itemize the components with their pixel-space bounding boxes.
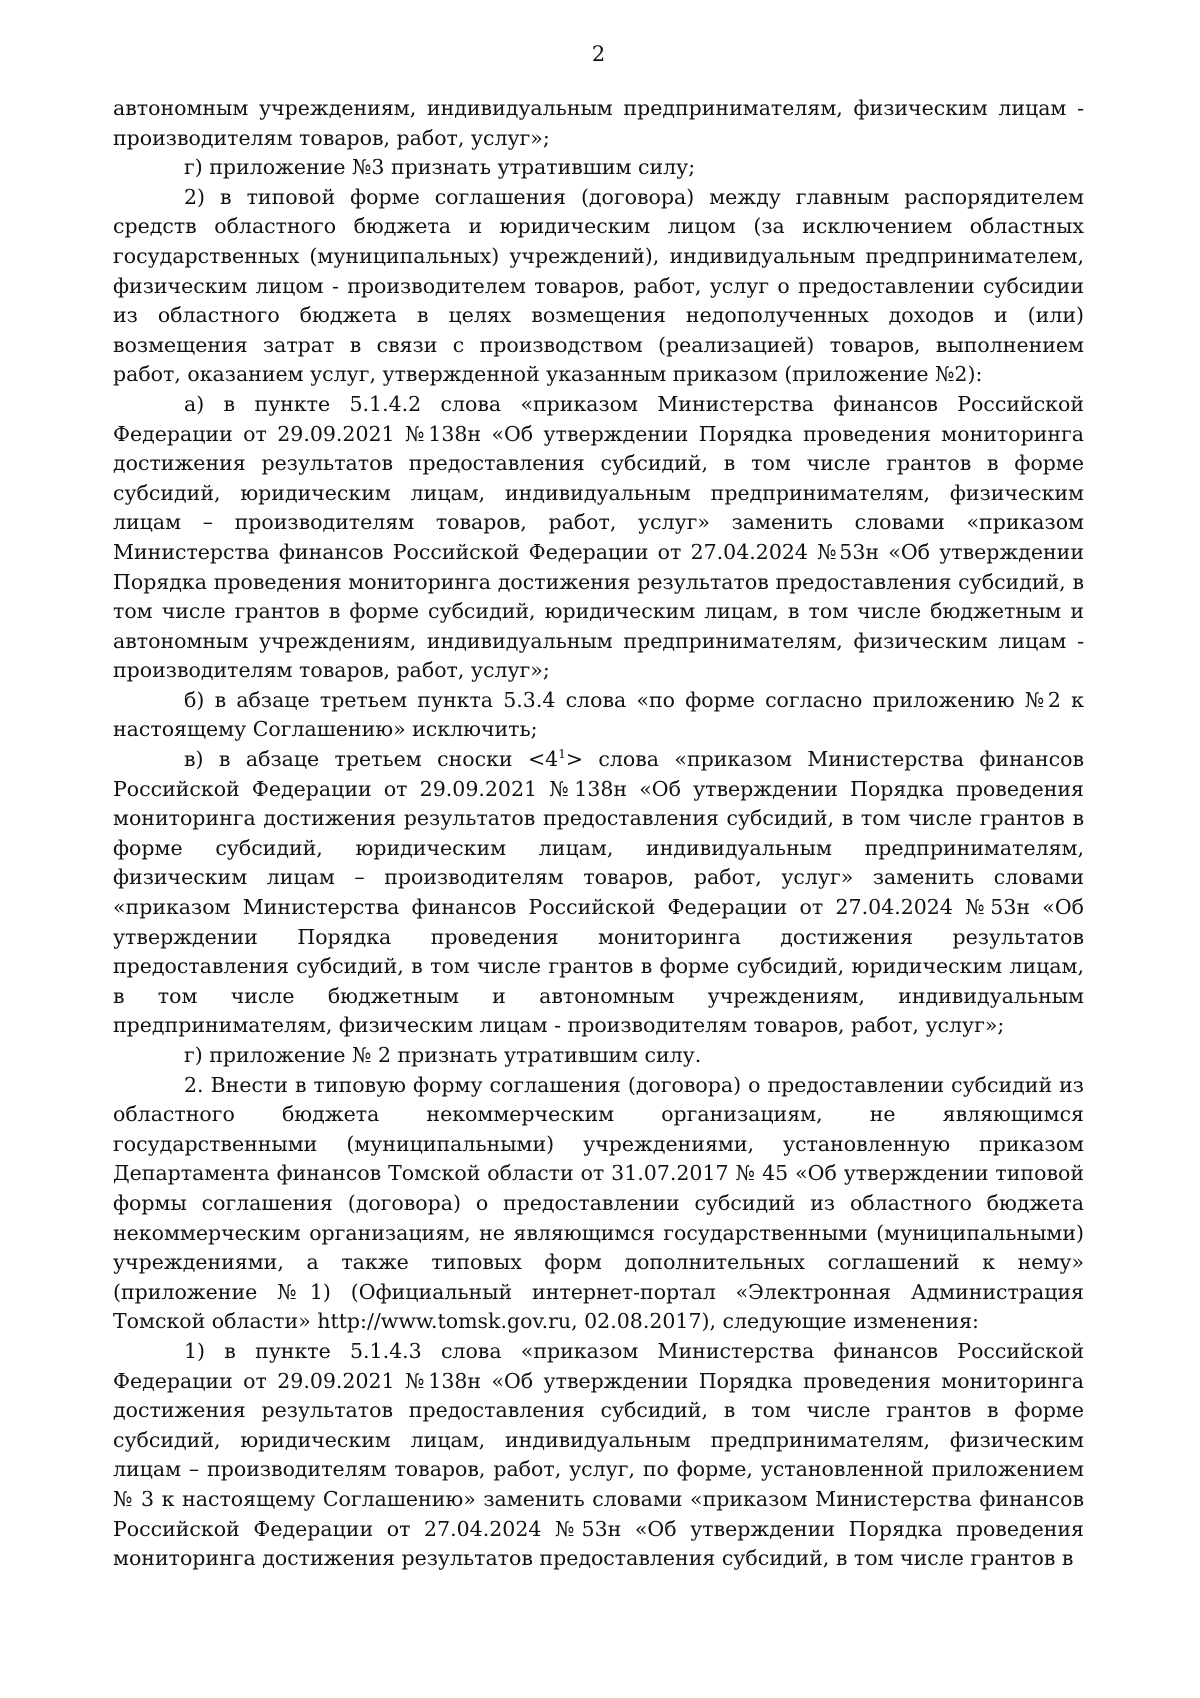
paragraph-item-g-appendix-3: г) приложение №3 признать утратившим силу;	[184, 155, 696, 180]
footnote-text-before: в) в абзаце третьем сноски <4	[184, 747, 559, 772]
paragraph-section-2-amendments: 2. Внести в типовую форму соглашения (договора) о предоставлении субсидий из областного бюджета некоммерческим организациям, не являющимся государственными (муниципальными) учреждениями, установленную приказом Департамента финансов Томской области от 31.07.2017 № 45 «Об утверждении типовой формы соглашения (договора) о предоставлении субсидий из областного бюджета некоммерческим организациям, не являющимся государственными (муниципальными) учреждениями, а также типовых форм дополнительных соглашений к нему» (приложение №1) (Официальный интернет-портал «Электронная Администрация Томской области» http://www.tomsk.gov.ru, 02.08.2017), следующие изменения:	[113, 1072, 1084, 1334]
footnote-superscript: 1	[558, 747, 566, 762]
paragraph-item-g-appendix-2: г) приложение № 2 признать утратившим силу.	[184, 1043, 702, 1067]
paragraph-item-a-point-5142: а) в пункте 5.1.4.2 слова «приказом Министерства финансов Российской Федерации от 29.09.2021 №138н «Об утверждении Порядка проведения мониторинга достижения результатов предоставления субсидий, в том числе грантов в форме субсидий, юридическим лицам, индивидуальным предпринимателям, физическим лицам – производителям товаров, работ, услуг» заменить словами «приказом Министерства финансов Российской Федерации от 27.04.2024 №53н «Об утверждении Порядка проведения мониторинга достижения результатов предоставления субсидий, в том числе грантов в форме субсидий, юридическим лицам, в том числе бюджетным и автономным учреждениям, индивидуальным предпринимателям, физическим лицам - производителям товаров, работ, услуг»;	[113, 391, 1084, 683]
paragraph-item-1-point-5143: 1) в пункте 5.1.4.3 слова «приказом Министерства финансов Российской Федерации от 29.09.2021 №138н «Об утверждении Порядка проведения мониторинга достижения результатов предоставления субсидий, в том числе грантов в форме субсидий, юридическим лицам, индивидуальным предпринимателям, физическим лицам – производителям товаров, работ, услуг, по форме, установленной приложением № 3 к настоящему Соглашению» заменить словами «приказом Министерства финансов Российской Федерации от 27.04.2024 №53н «Об утверждении Порядка проведения мониторинга достижения результатов предоставления субсидий, в том числе грантов в	[113, 1338, 1084, 1571]
footnote-text-after: > слова «приказом Министерства финансов Российской Федерации от 29.09.2021 №138н «Об утверждении Порядка проведения мониторинга достижения результатов предоставления субсидий, в том числе грантов в форме субсидий, юридическим лицам, индивидуальным предпринимателям, физическим лицам – производителям товаров, работ, услуг» заменить словами «приказом Министерства финансов Российской Федерации от 27.04.2024 №53н «Об утверждении Порядка проведения мониторинга достижения результатов предоставления субсидий, в том числе грантов в форме субсидий, юридическим лицам, в том числе бюджетным и автономным учреждениям, индивидуальным предпринимателям, физическим лицам - производителям товаров, работ, услуг»;	[113, 747, 1084, 1038]
paragraph-item-v-footnote	[113, 745, 1084, 1041]
paragraph-continuation: автономным учреждениям, индивидуальным предпринимателям, физическим лицам - производителям товаров, работ, услуг»;	[113, 96, 1084, 150]
paragraph-item-2-typical-agreement-form: 2) в типовой форме соглашения (договора) между главным распорядителем средств областного бюджета и юридическим лицом (за исключением областных государственных (муниципальных) учреждений), индивидуальным предпринимателем, физическим лицом - производителем товаров, работ, услуг о предоставлении субсидии из областного бюджета в целях возмещения недополученных доходов и (или) возмещения затрат в связи с производством (реализацией) товаров, выполнением работ, оказанием услуг, утвержденной указанным приказом (приложение №2):	[113, 184, 1084, 387]
document-body	[113, 94, 1084, 1574]
document-page	[113, 0, 1084, 1698]
page-number: 2	[591, 42, 606, 66]
paragraph-item-b-point-534: б) в абзаце третьем пункта 5.3.4 слова «по форме согласно приложению №2 к настоящему Соглашению» исключить;	[113, 687, 1084, 742]
